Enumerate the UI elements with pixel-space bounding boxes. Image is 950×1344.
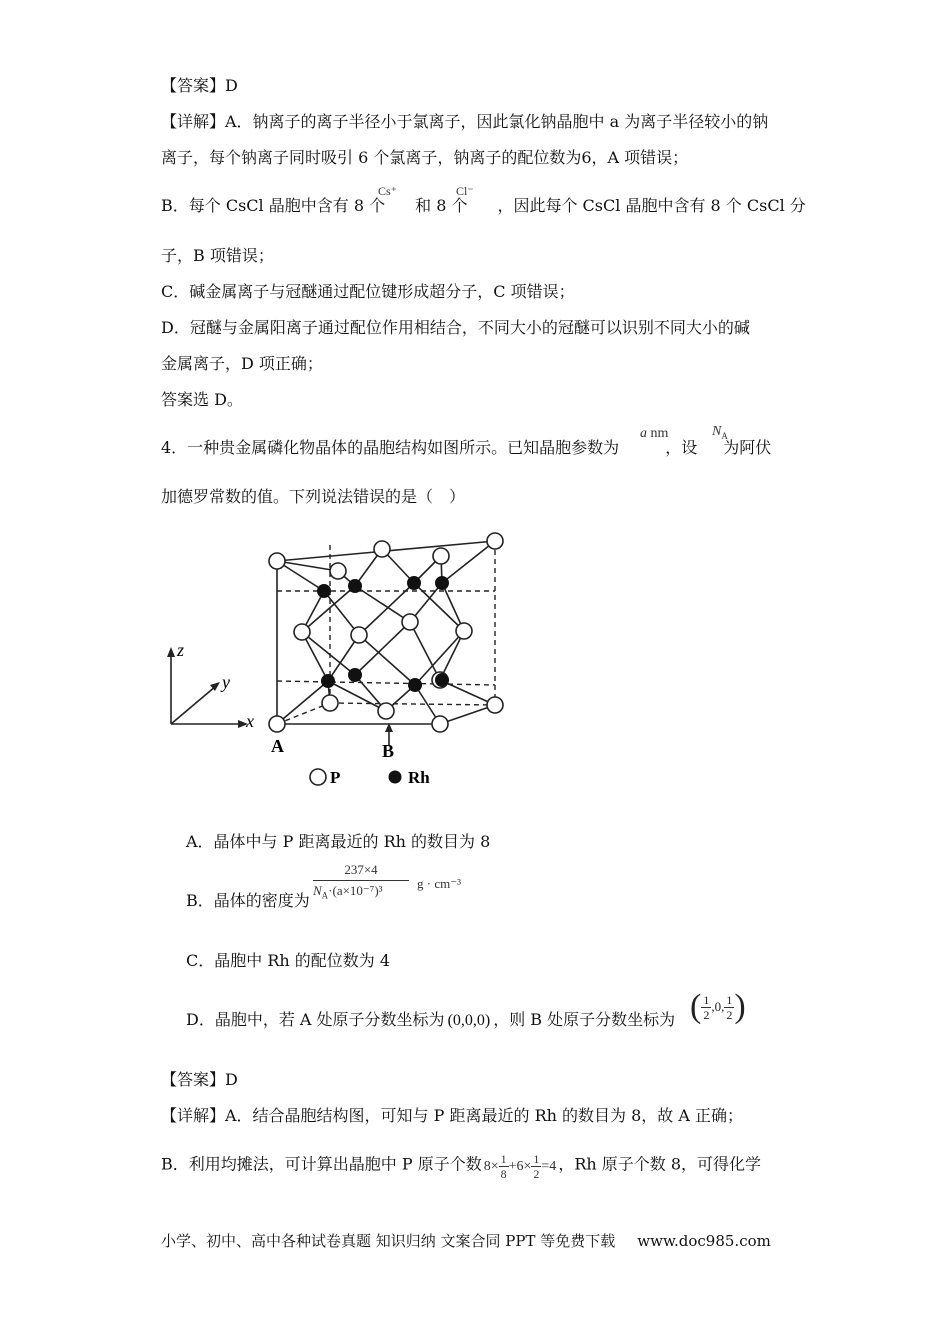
footer-text: 小学、初中、高中各种试卷真题 知识归纳 文案合同 PPT 等免费下载 bbox=[161, 1232, 616, 1250]
avogadro-n: N bbox=[712, 424, 722, 439]
option-d-part1: D．晶胞中，若 A 处原子分数坐标为 bbox=[186, 1010, 445, 1029]
p-count-f2-num: 1 bbox=[533, 1152, 540, 1166]
density-unit: g · cm⁻³ bbox=[417, 876, 461, 891]
prev-b-part2: 和 8 个 bbox=[415, 196, 468, 215]
p-count-f1-num: 1 bbox=[500, 1152, 507, 1166]
label-b: B bbox=[382, 741, 395, 761]
lattice-a: a bbox=[640, 426, 647, 441]
coord-b-mid: ,0, bbox=[711, 999, 725, 1014]
density-numerator: 237×4 bbox=[313, 862, 409, 881]
footer-url[interactable]: www.doc985.com bbox=[637, 1232, 771, 1250]
option-a: A．晶体中与 P 距离最近的 Rh 的数目为 8 bbox=[186, 832, 491, 851]
avogadro-sub: A bbox=[721, 430, 728, 441]
prev-answer: 【答案】D bbox=[161, 76, 238, 95]
p-count-post: =4 bbox=[541, 1158, 557, 1174]
axis-y-label: y bbox=[222, 672, 230, 692]
q4-stem-line2: 加德罗常数的值。下列说法错误的是（ ） bbox=[161, 487, 466, 506]
legend-p-marker bbox=[310, 769, 326, 785]
legend-rh-label: Rh bbox=[408, 768, 430, 787]
density-formula bbox=[313, 862, 409, 901]
coord-b-num1: 1 bbox=[703, 992, 710, 1007]
crystal-cell-figure bbox=[150, 520, 530, 800]
coord-b-den1: 2 bbox=[703, 1007, 710, 1022]
prev-conclusion: 答案选 D。 bbox=[161, 390, 243, 409]
page-footer bbox=[161, 1230, 771, 1251]
q4-stem bbox=[161, 438, 771, 458]
coord-b: ( $\frac{1}{2}$ ,0, $\frac{1}{2}$ ) bbox=[690, 988, 746, 1025]
q4-stem-part2: ，设 bbox=[665, 438, 698, 457]
legend-rh-marker bbox=[389, 771, 402, 784]
option-b-prefix: B．晶体的密度为 bbox=[186, 891, 310, 910]
option-d-part2: ，则 B 处原子分数坐标为 bbox=[493, 1010, 676, 1029]
axis-z-label: z bbox=[177, 640, 185, 660]
p-count-f1-den: 8 bbox=[500, 1167, 507, 1181]
prev-detail-a: 【详解】A．钠离子的离子半径小于氯离子，因此氯化钠晶胞中 a 为离子半径较小的钠 bbox=[161, 112, 769, 131]
p-count-expr bbox=[483, 1152, 557, 1181]
label-a: A bbox=[271, 736, 284, 756]
prev-detail-a-cont: 离子，每个钠离子同时吸引 6 个氯离子，钠离子的配位数为6，A 项错误； bbox=[161, 148, 689, 167]
option-d bbox=[186, 1010, 675, 1031]
p-count-f2-den: 2 bbox=[533, 1167, 540, 1181]
cl-ion: Cl⁻ bbox=[456, 184, 474, 198]
q4-stem-part1: 4．一种贵金属磷化物晶体的晶胞结构如图所示。已知晶胞参数为 bbox=[161, 438, 620, 457]
prev-detail-b-cont: 子，B 项错误； bbox=[161, 246, 274, 265]
prev-detail-c: C．碱金属离子与冠醚通过配位键形成超分子，C 项错误； bbox=[161, 282, 575, 301]
cs-ion: Cs⁺ bbox=[378, 184, 398, 198]
coord-a: (0,0,0) bbox=[447, 1012, 491, 1029]
p-count-mid: +6× bbox=[508, 1158, 532, 1174]
avogadro-symbol bbox=[712, 424, 728, 441]
lattice-unit: nm bbox=[647, 426, 669, 441]
q4-detail-b bbox=[161, 1152, 761, 1181]
option-b bbox=[186, 891, 310, 911]
coord-b-num2: 1 bbox=[726, 992, 733, 1007]
density-den-n: N bbox=[313, 883, 322, 898]
q4-stem-part3: 为阿伏 bbox=[723, 438, 772, 457]
axes bbox=[171, 652, 242, 724]
q4-answer: 【答案】D bbox=[161, 1070, 238, 1089]
p-count-pre: 8× bbox=[483, 1158, 499, 1174]
density-den-rest: ·(a×10⁻⁷)³ bbox=[328, 883, 383, 898]
prev-b-part1: B．每个 CsCl 晶胞中含有 8 个 bbox=[161, 196, 386, 215]
lattice-param bbox=[640, 426, 668, 442]
prev-detail-d: D．冠醚与金属阳离子通过配位作用相结合，不同大小的冠醚可以识别不同大小的碱 bbox=[161, 318, 750, 337]
q4-detail-b-part1: B．利用均摊法，可计算出晶胞中 P 原子个数 bbox=[161, 1154, 482, 1174]
density-den-sub: A bbox=[321, 890, 329, 901]
q4-detail-a: 【详解】A．结合晶胞结构图，可知与 P 距离最近的 Rh 的数目为 8，故 A 正确； bbox=[161, 1106, 744, 1125]
prev-detail-d-cont: 金属离子，D 项正确； bbox=[161, 354, 323, 373]
density-denominator bbox=[313, 881, 409, 901]
q4-detail-b-part2: ，Rh 原子个数 8，可得化学 bbox=[558, 1154, 762, 1174]
legend-p-label: P bbox=[330, 768, 341, 787]
rh-atoms bbox=[318, 577, 449, 692]
coord-b-den2: 2 bbox=[726, 1007, 733, 1022]
option-c: C．晶胞中 Rh 的配位数为 4 bbox=[186, 951, 391, 970]
axis-x-label: x bbox=[246, 711, 254, 731]
prev-b-part3: ，因此每个 CsCl 晶胞中含有 8 个 CsCl 分 bbox=[497, 196, 806, 215]
prev-detail-b bbox=[161, 196, 806, 216]
